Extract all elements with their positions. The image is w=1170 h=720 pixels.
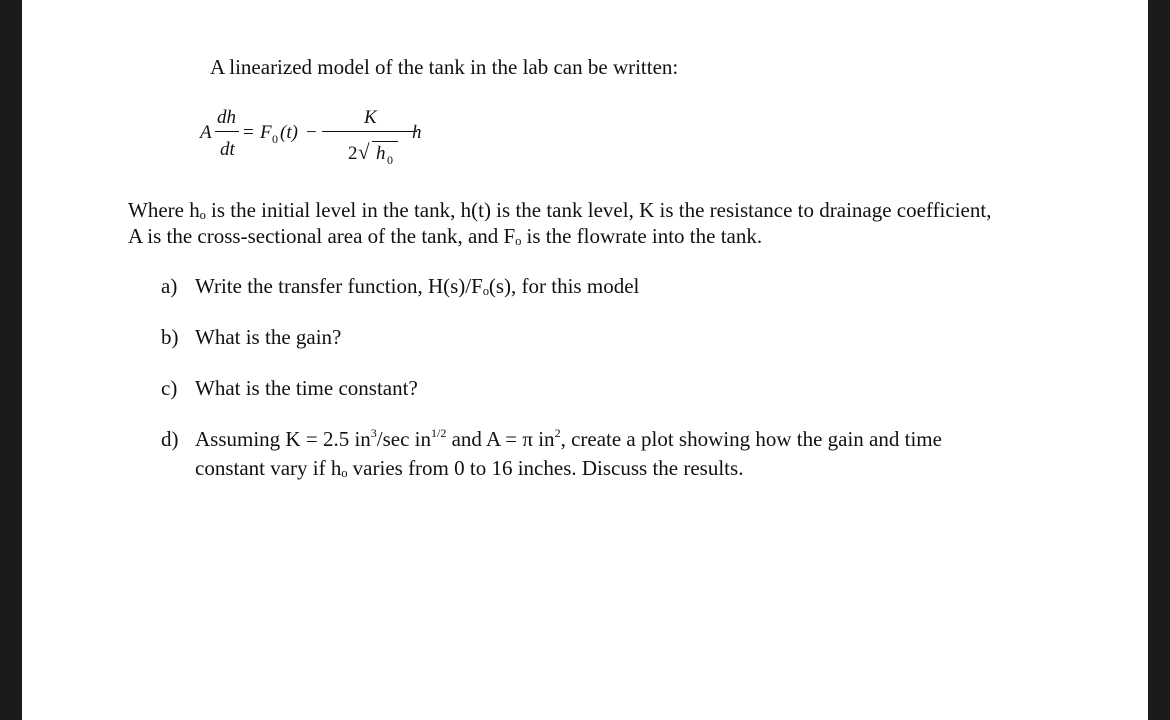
question-c-label: c) [161, 376, 178, 400]
question-d-sup-3: 2 [554, 426, 561, 440]
eq-minus: − [306, 122, 317, 143]
eq-numerator-dh: dh [217, 107, 236, 128]
question-c-text: What is the time constant? [195, 376, 418, 400]
eq-fraction-bar-1 [215, 131, 239, 132]
question-b-label: b) [161, 325, 179, 349]
intro-text: A linearized model of the tank in the lab can be written: [210, 55, 679, 79]
question-d-label: d) [161, 427, 179, 451]
question-d-sup-1: 3 [370, 426, 377, 440]
eq-coefficient-a: A [200, 122, 212, 143]
eq-denominator-dt: dt [220, 139, 235, 160]
question-d-line-2: constant vary if hₒ varies from 0 to 16 inches. Discuss the results. [195, 456, 744, 480]
eq-fraction-bar-2 [322, 131, 417, 132]
eq-denominator-two: 2 [348, 143, 358, 164]
question-d-part-3: and A = π in [446, 427, 555, 451]
question-d-sup-2: 1/2 [431, 426, 447, 440]
question-d-part-1: Assuming K = 2.5 in [195, 427, 371, 451]
eq-numerator-k: K [364, 107, 377, 128]
description-line-2: A is the cross-sectional area of the tank, and Fₒ is the flowrate into the tank. [128, 224, 763, 248]
question-a-label: a) [161, 274, 178, 298]
description-paragraph [128, 197, 1068, 249]
eq-sqrt-sign: √ [358, 140, 370, 164]
question-d-part-4: , create a plot showing how the gain and time [560, 427, 942, 451]
description-line-1: Where hₒ is the initial level in the tank, h(t) is the tank level, K is the resistance to drainage coefficient, [128, 198, 992, 222]
question-b-text: What is the gain? [195, 325, 342, 349]
question-d-text [195, 426, 942, 481]
eq-denominator-h-subscript: 0 [387, 153, 393, 167]
question-a-text: Write the transfer function, H(s)/Fₒ(s), for this model [195, 274, 640, 298]
eq-time-arg: (t) [280, 122, 298, 143]
eq-equals: = [243, 122, 254, 143]
eq-flow-f: F [260, 122, 272, 143]
eq-denominator-h: h [376, 143, 386, 164]
eq-flow-subscript: 0 [272, 132, 278, 146]
eq-sqrt-overline [372, 141, 398, 142]
question-d-part-2: /sec in [376, 427, 432, 451]
question-d-line-1 [195, 426, 942, 455]
document-page [22, 0, 1148, 720]
equation [200, 106, 440, 172]
eq-final-h: h [412, 122, 422, 143]
